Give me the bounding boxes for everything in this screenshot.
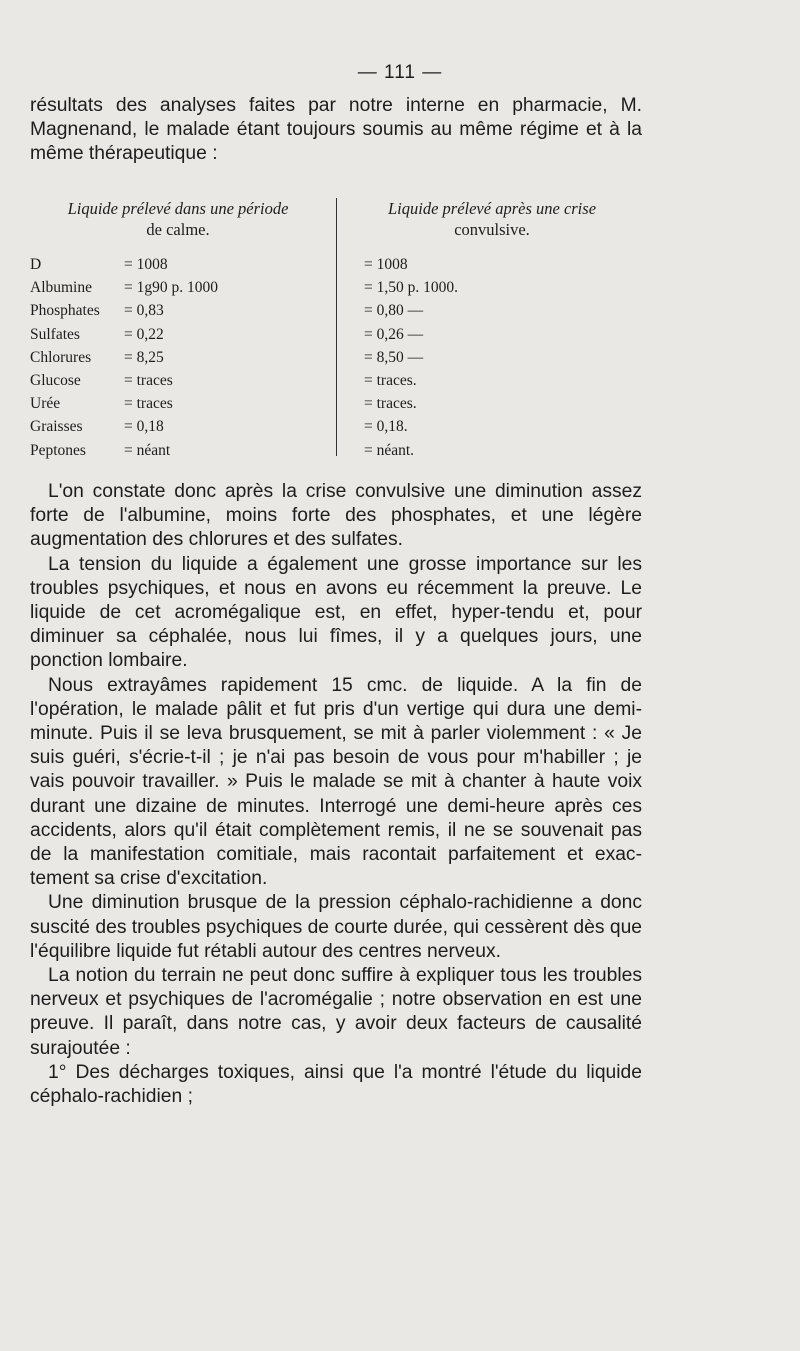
right-value: = néant. <box>364 441 415 459</box>
right-value: = 0,26 — <box>364 325 424 343</box>
paragraph: Une diminution brusque de la pression céphalo-rachidienne a donc suscité des troubles psychiques de courte durée, qui cessèrent dès que l'équilibre liquide fut rétabli autour des centres nerveux. <box>30 892 643 962</box>
right-value: = 1008 <box>364 256 408 273</box>
left-value: = 0,18 <box>124 418 164 436</box>
row-label: Albumine <box>30 279 92 297</box>
left-value: = 8,25 <box>124 348 164 366</box>
row-label: Phosphates <box>30 302 100 320</box>
paragraph: L'on constate donc après la crise convulsive une diminution assez forte de l'albumine, moins forte des phosphates, et une légère augmentation des chlorures et des sulfates. <box>30 481 642 551</box>
right-value: = traces. <box>364 371 417 389</box>
table-rows <box>28 256 648 465</box>
left-header-sub: de calme. <box>146 220 210 239</box>
row-label: Peptones <box>30 441 86 459</box>
left-value: = 0,83 <box>124 302 164 320</box>
table-row <box>28 302 648 325</box>
right-column-header <box>336 198 648 240</box>
right-value: = 0,18. <box>364 418 408 436</box>
intro-text: résultats des analyses faites par notre interne en pharmacie, M. Magnenand, le malade étant toujours soumis au même régime et à la même thérapeutique : <box>30 95 642 165</box>
row-label: Glucose <box>30 371 81 389</box>
right-header-sub: convulsive. <box>454 220 530 239</box>
table-row <box>28 326 648 349</box>
page-number: — 111 — <box>357 62 443 83</box>
analysis-table <box>28 198 648 458</box>
paragraph: Nous extrayâmes rapidement 15 cmc. de liquide. A la fin de l'opération, le malade pâlit et fut pris d'un vertige qui dura une demi-minute. Puis il se leva brusquement, se mit à parler violemment : « Je suis guéri, s'écrie-t-il ; je n'ai pas besoin de vous pour m'habiller ; je vais pouvoir travailler. » Puis le malade se mit à chanter à haute voix durant une dizaine de minutes. Interrogé une demi-heure après ces accidents, alors qu'il était complètement remis, il ne se souvenait pas de la manifestation comitiale, mais racontait parfaitement et exac-tement sa crise d'excitation. <box>30 674 642 890</box>
right-header-title: Liquide prélevé après une crise <box>387 199 597 218</box>
table-row <box>28 349 648 372</box>
left-value: = 1g90 p. 1000 <box>124 279 218 297</box>
row-label: Urée <box>30 395 61 413</box>
row-label: Graisses <box>30 418 83 436</box>
right-value: = traces. <box>364 395 417 413</box>
body-text <box>30 480 642 1109</box>
row-label: Sulfates <box>30 325 80 343</box>
table-row <box>28 256 648 279</box>
paragraph: La tension du liquide a également une grosse importance sur les troubles psychiques, et nous en avons eu récemment la preuve. Le liquide de cet acromégalique est, en effet, hyper-tendu et, pour diminuer sa céphalée, nous lui fîmes, il y a quelques jours, une ponction lombaire. <box>30 553 642 672</box>
table-row <box>28 279 648 302</box>
right-value: = 8,50 — <box>364 348 424 366</box>
row-label: D <box>30 256 42 273</box>
table-row <box>28 418 648 441</box>
left-value: = 0,22 <box>124 325 164 343</box>
table-row <box>28 372 648 395</box>
right-value: = 1,50 p. 1000. <box>364 279 458 297</box>
paragraph: 1° Des décharges toxiques, ainsi que l'a montré l'étude du liquide céphalo-rachidien ; <box>30 1061 642 1108</box>
row-label: Chlorures <box>30 348 92 366</box>
left-header-title: Liquide prélevé dans une période <box>67 199 289 218</box>
left-column-header <box>28 198 328 240</box>
left-value: = 1008 <box>124 256 168 273</box>
left-value: = traces <box>124 395 173 413</box>
intro-paragraph <box>30 94 642 167</box>
left-value: = néant <box>124 441 171 459</box>
table-row <box>28 442 648 465</box>
left-value: = traces <box>124 371 173 389</box>
right-value: = 0,80 — <box>364 302 424 320</box>
paragraph: La notion du terrain ne peut donc suffire à expliquer tous les troubles nerveux et psychiques de l'acromégalie ; notre observation en est une preuve. Il paraît, dans notre cas, y avoir deux facteurs de causalité surajoutée : <box>30 965 642 1059</box>
table-row <box>28 395 648 418</box>
